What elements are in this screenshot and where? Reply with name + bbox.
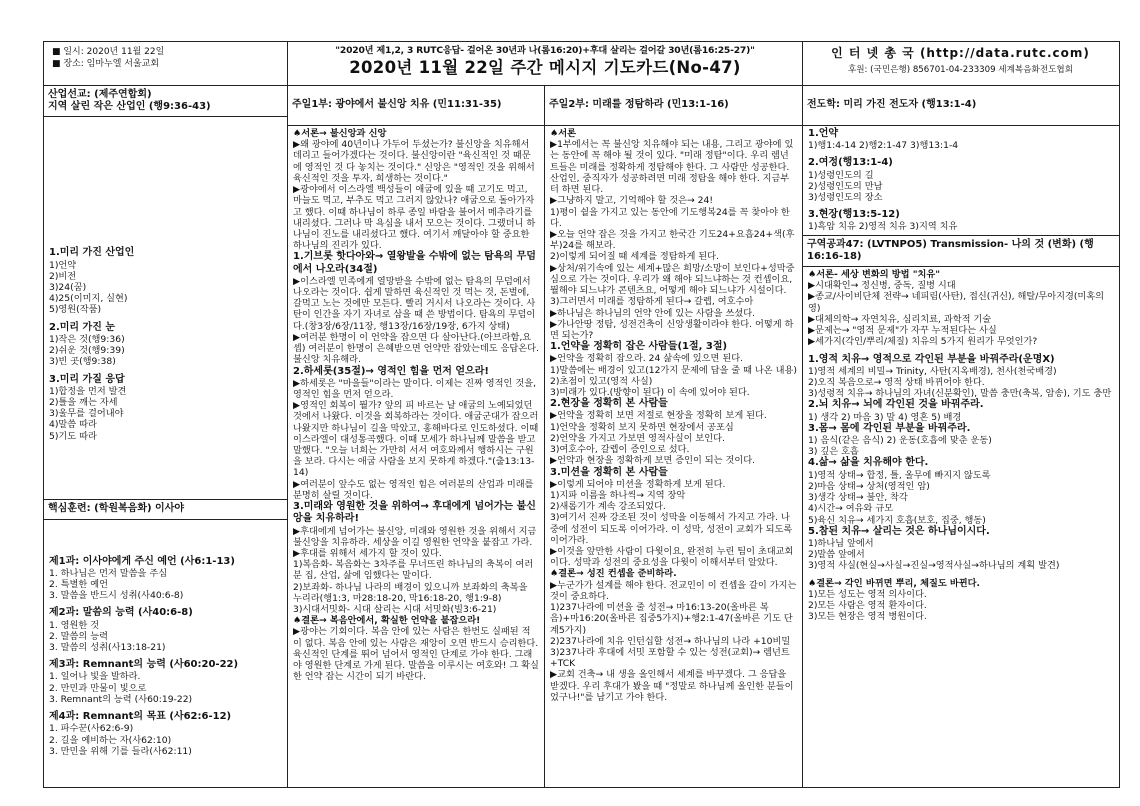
section-heading: 제1과: 이사야에게 주신 예언 (사6:1-13): [49, 555, 235, 567]
text-line: ▶왜 광야에 40년이나 가두어 두셨는가? 불신앙을 치유해서 데리고 들어가겠다는 것이다. 불신앙이란 "육신적인 것 때문에 영적인 것 다 놓치는 것이다." 신앙은 "영적인 것을 위해서 육신적인 것을 투자, 희생하는 것이다.": [293, 139, 535, 184]
text-line: ▶가나안땅 정탐, 성전건축이 신앙생활이라야 한다. 어떻게 하면 되는가?: [550, 318, 794, 341]
section-heading: 3.미래와 영원한 것을 위하여→ 후대에게 넘어가는 불신앙을 치유하라!: [293, 501, 536, 525]
column-header: 주일2부: 미래를 정탐하라 (민13:1-16): [545, 86, 802, 126]
text-line: 1)영적 상태→ 합정, 틀, 올무에 빠지지 않도록: [808, 469, 991, 481]
text-line: ♠결론→ 각인 바뀌면 뿌리, 체질도 바뀐다.: [808, 577, 981, 589]
text-line: 1)행1:4-14 2)행2:1-47 3)행13:1-4: [808, 140, 959, 152]
section-heading: 2.미리 가진 눈: [49, 321, 116, 333]
column-evangelism: [803, 86, 1119, 787]
text-line: 2)보좌화- 하나님 나라의 배경이 있으니까 보좌화의 축복을 누리라(행1:3, 마28:18-20, 막16:18-20, 행1:9-8): [293, 581, 528, 604]
text-line: 2)언약을 가지고 가보면 영적사실이 보인다.: [550, 432, 725, 444]
text-line: 1)복음화- 복음화는 3차주를 무너뜨린 하나님의 축복이 여러분 집, 산업, 삶에 임했다는 말이다.: [293, 559, 534, 582]
text-line: ♠결론→ 복음안에서, 확실한 언약을 붙잡으라!: [293, 615, 481, 627]
text-line: 4)시간→ 여유와 규모: [808, 503, 894, 515]
text-line: ▶시대확인→ 정신병, 중독, 질병 시대: [808, 280, 956, 292]
text-line: 1) 생각 2) 마음 3) 말 4) 영혼 5) 배경: [808, 411, 962, 423]
text-line: 2)틀을 깨는 자세: [49, 396, 118, 408]
text-line: 1)작은 것(행9:36): [49, 333, 125, 345]
section-heading: 4.삶→ 삶을 치유해야 한다.: [808, 457, 929, 469]
section-heading: 5.참된 치유→ 살리는 것은 하나님이시다.: [808, 525, 990, 537]
text-line: 1. 영원한 것: [49, 619, 100, 631]
text-line: 1)흑암 치유 2)영적 치유 3)지역 치유: [808, 221, 958, 233]
prayer-card: [43, 41, 1120, 788]
column-header: 전도학: 미리 가진 전도자 (행13:1-4): [803, 86, 1119, 126]
text-line: 2)새롭기가 계속 강조되었다.: [550, 501, 666, 513]
text-line: 2)오직 복음으로→ 영적 상태 바뀌어야 한다.: [808, 376, 985, 388]
website[interactable]: 인 터 넷 총 국 (http://data.rutc.com): [831, 46, 1090, 60]
text-line: ▶광야는 기회이다. 복음 안에 있는 사람은 한번도 실패된 적이 없다. 복음 안에 있는 사람은 재앙이 오면 반드시 승리한다. 육신적인 단계를 뛰어 넘어서 영적인 단계로 가야 한다. 그래야 영원한 단계로 가게 된다. 말씀을 이루시는 여호와! 그 확실한 언약 잡는 시간이 되기 바란다.: [293, 626, 539, 683]
text-line: ▶하세롯은 "마을들"이라는 말이다. 이제는 진짜 영적인 것을, 영적인 힘을 먼저 얻으라.: [293, 377, 537, 400]
text-line: 5)기도 따라: [49, 430, 97, 442]
text-line: 3)그러면서 미래를 정탐하게 된다→ 갈렙, 여호수아: [550, 296, 754, 308]
sub-body: [803, 267, 1119, 624]
text-line: 1. 하나님은 먼저 말씀을 주심: [49, 567, 168, 579]
text-line: ♠서론- 세상 변화의 방법 "치유": [808, 269, 941, 281]
text-line: 3)여호수아, 갈렙이 증인으로 섰다.: [550, 444, 690, 456]
text-line: 1)언약을 정확히 보지 못하면 현장에서 공포심: [550, 421, 734, 433]
section-heading: 2.하세롯(35절)→ 영적인 힘을 먼저 얻으라!: [293, 365, 489, 377]
sub-header: 구역공과47: (LVTNPO5) Transmission- 나의 것 (변화) (행16:16-18): [803, 235, 1119, 267]
section-heading: 제2과: 말씀의 능력 (사40:6-8): [49, 607, 193, 619]
text-line: ▶언약을 정확히 보면 저절로 현장을 정확히 보게 된다.: [550, 410, 767, 422]
text-line: 2)이렇게 되어질 때 세계를 정탐하게 된다.: [550, 251, 719, 263]
core-body: [44, 520, 287, 759]
page-title: 2020년 11월 22일 주간 메시지 기도카드(No-47): [349, 58, 741, 78]
text-line: ▶이것을 앞만한 사람이 다윗이요, 완전히 누린 팀이 초대교회이다. 성막과 성전의 중요성을 다윗이 이해서부터 알았다.: [550, 546, 794, 569]
text-line: ▶교회 건축→ 내 생을 올인해서 세계를 바꾸겠다. 그 응답을 받겠다. 우리 후대가 봤을 때 "정말로 하나님께 올인한 분들이었구나!"를 남기고 가야 한다.: [550, 669, 794, 703]
text-line: ▶1부에서는 꼭 불신앙 치유해야 되는 내용, 그리고 광야에 있는 동안에 꼭 해야 될 것이 있다. "미래 정탐"이다. 우리 렘넌트들은 미래를 정확하게 정탐해야 한다. 그 사람만 성공한다. 산업인, 중직자가 성공하려면 미래 정탐을 해야 한다. 지금부터 하면 된다.: [550, 139, 794, 196]
text-line: 1)하나님 앞에서: [808, 537, 874, 549]
title-block: [288, 42, 803, 85]
text-line: 2)모든 사람은 영적 환자이다.: [808, 600, 927, 611]
card-header: [44, 42, 1119, 86]
text-line: 2. 만민과 만물이 빛으로: [49, 682, 147, 694]
text-line: ▶여러분 한명이 이 언약을 잡으면 다 살아난다.(아브라함,요셉) 여러분이 한명이 은혜받으면 언약만 잡았는데도 응답온다. 불신앙 치유해라.: [293, 331, 539, 366]
place-line: ■ 장소: 임마누엘 서울교회: [52, 59, 160, 70]
text-line: ♠서론→ 불신앙과 신앙: [293, 128, 387, 139]
text-line: 3)시대서밋화- 시대 살리는 시대 서밋화(빌3:6-21): [293, 604, 497, 616]
text-line: ▶언약을 정확히 잡으라. 24 삶속에 있으면 된다.: [550, 353, 743, 365]
section-heading: 2.여정(행13:1-4): [808, 157, 893, 169]
section-heading: 3.몸→ 몸에 각인된 부분을 바꿔주라.: [808, 422, 971, 434]
text-line: 2)쉬운 것(행9:39): [49, 345, 125, 357]
column-header: [44, 86, 287, 117]
text-line: 3)24(꿈): [49, 282, 87, 293]
text-line: 2)마음 상태→ 상처(영적인 암): [808, 480, 930, 492]
column-body: [288, 126, 544, 685]
text-line: ▶광야에서 이스라엘 백성들이 애굽에 있을 때 고기도 먹고, 마늘도 먹고, 부추도 먹고 그러지 않았나? 애굽으로 돌아가자고 했다. 이때 하나님이 하루 종일 바람을 불어서 메추라기를 내리셨다. 그러나 막 욕심을 내서 모으는 것이다. 그랬더니 하나님이 진노를 내리셨다고 했다. 여기서 깨달아야 할 중요한 하나님의 진리가 있다.: [293, 184, 536, 252]
text-line: 3)빈 곳(행9:38): [49, 356, 116, 368]
text-line: ♠결론→ 성진 컨셉을 준비하라.: [550, 568, 677, 580]
section-heading: 1.언약을 정확히 잡은 사람들(1절, 3절): [550, 341, 728, 353]
text-line: ▶그냥하지 말고, 기억해야 할 것은→ 24!: [550, 195, 714, 207]
text-line: 2. 특별한 예언: [49, 578, 108, 590]
section-heading: 1.영적 치유→ 영적으로 각인된 부분을 바꿔주라(운명X): [808, 353, 1055, 365]
section-heading: 2.뇌 치유→ 뇌에 각인된 것을 바꿔주라.: [808, 399, 984, 411]
text-line: 5)육신 치유→ 세가지 호흡(보호, 집중, 행동): [808, 514, 986, 526]
text-line: 1)영적 세계의 비밀→ Trinity, 사탄(지옥배경), 천사(천국배경): [808, 365, 1057, 377]
column-sunday2: [545, 86, 803, 787]
section-heading: 1.미리 가진 산업인: [49, 247, 135, 259]
text-line: 1)평이 쉴을 가지고 있는 동안에 기도행복24를 꼭 찾아야 한다.: [550, 206, 790, 229]
text-line: 3. 말씀을 반드시 성취(사40:6-8): [49, 590, 184, 602]
column-body: [545, 126, 802, 705]
text-line: 1)성령인도의 길: [808, 169, 874, 181]
text-line: ▶언약과 현장을 정확하게 보면 증인이 되는 것이다.: [550, 455, 756, 467]
text-line: ▶영적인 회복이 뭘가? 앞의 피 바르는 날 애굽의 노예되었던 것에서 나왔다. 이것을 회복하라는 것이다. 애굽군대가 잡으러 나왔지만 하나님이 길을 막았고, 홍해바다로 인도하셨다. 이때 이스라엘이 대성통곡했다. 이때 모세가 하나님께 말씀을 받고 말했다. "오늘 너희는 가만히 서서 여호와께서 행하시는 구원을 보라. 다시는 애굽 사람을 보지 못하게 하겠다."(출13:13-14): [293, 400, 539, 479]
text-line: 3)울무를 걸어내야: [49, 408, 124, 420]
text-line: 2)말씀 앞에서: [808, 549, 865, 561]
text-line: ♠서론: [550, 128, 576, 139]
text-line: ▶하나님은 하나님의 언약 안에 있는 사람을 쓰셨다.: [550, 307, 756, 319]
text-line: 2)비전: [49, 270, 77, 282]
section-heading: 제4과: Remnant의 목표 (사62:6-12): [49, 711, 232, 723]
text-line: 3)성령적 치유→ 하나님의 자녀(신분확인), 말씀 충만(축복, 암송), 기도 충만: [808, 388, 1112, 400]
text-line: 1. 일어나 빛을 발하라.: [49, 671, 141, 683]
text-line: ▶세가지(각인/뿌리/체질) 치유의 5가지 원리가 무엇인가?: [808, 336, 1038, 348]
text-line: 1. 파수꾼(사62:6-9): [49, 723, 134, 735]
date-line: ■ 일시: 2020년 11월 22일: [52, 47, 165, 57]
core-header: 핵심훈련: (학원복음화) 이사야: [44, 499, 287, 519]
column-body: [803, 126, 1119, 235]
section-heading: 제3과: Remnant의 능력 (사60:20-22): [49, 659, 239, 671]
text-line: 1)언약: [49, 259, 77, 271]
text-line: 1)모든 성도는 영적 의사이다.: [808, 588, 927, 600]
text-line: ▶상처/위기속에 있는 세계+많은 희망/소망이 보인다+성막중심으로 가는 것이다. 우리가 왜 해야 되느냐하는 것 컨셉이요, 뭘해야 되느냐가 콘텐츠요, 어떻게 해야 되느냐가 시설이다.: [550, 262, 795, 297]
text-line: 3)미래가 있다.(방향이 된다) 이 속에 있어야 된다.: [550, 387, 750, 398]
text-line: ▶오늘 언약 잡은 것을 가지고 한국간 기도24+요흡24+색(후부)24를 해보라.: [550, 228, 795, 252]
text-line: ▶문제는→ "영적 문제"가 자꾸 누적된다는 사실: [808, 325, 997, 337]
text-line: ▶여러분이 앞수도 없는 영적인 힘은 여러분의 산업과 미래를 분명히 살릴 것이다.: [293, 478, 534, 501]
text-line: 1)말씀에는 배경이 있고(12가지 문제에 답을 줄 때 나온 내용): [550, 364, 797, 376]
text-line: ▶후대에게 넘어가는 불신앙, 미래와 영원한 것을 위해서 지금 불신앙을 치유하라. 세상을 이길 영원한 언약을 붙잡고 가라.: [293, 525, 537, 548]
date-place: [44, 42, 288, 85]
text-line: 3) 깊은 호흡: [808, 446, 859, 458]
column-sunday1: [288, 86, 545, 787]
text-line: 2)237나라에 치유 인턴십할 성전→ 하나님의 나라 +10비밀: [550, 635, 791, 647]
header-line: 산업선교: (제주연합회): [48, 89, 152, 100]
text-line: 1)지파 이름을 하나씩→ 지역 장악: [550, 489, 686, 501]
column-body: [44, 117, 287, 499]
section-heading: 3.미션을 정확히 본 사람들: [550, 466, 668, 478]
section-heading: 3.미리 가질 응답: [49, 373, 125, 385]
text-line: 5)영원(작품): [49, 304, 102, 316]
text-line: 1)237나라에 미션을 줄 성전→ 마16:13-20(올바른 복음)+마16:20(올바른 집중5가지)+행2:1-47(올바른 기도 단계5가지): [550, 602, 793, 636]
text-line: 3)영적 사실(현실→사실→진실→영적사실→하나님의 계획 발견): [808, 560, 1060, 572]
text-line: 3. Remnant의 능력 (사60:19-22): [49, 693, 193, 705]
header-line: 지역 살린 작은 산업인 (행9:36-43): [48, 101, 211, 113]
text-line: 4)25(이미지, 실현): [49, 293, 128, 305]
section-heading: 2.현장을 정확히 본 사람들: [550, 398, 668, 410]
column-header: 주일1부: 광야에서 불신앙 치유 (민11:31-35): [288, 86, 544, 126]
text-line: ▶종교/사이비단체 전략→ 네피림(사탄), 접신(귀신), 해탈/무아지경(미혹의 영): [808, 291, 1105, 314]
text-line: 3)모든 현장은 영적 병원이다.: [808, 611, 927, 623]
text-line: ▶누군가가 설계를 해야 한다. 전교인이 이 컨셉을 갈이 가지는 것이 중요하다.: [550, 579, 797, 602]
text-line: ▶후대를 위해서 세가지 할 것이 있다.: [293, 547, 442, 559]
text-line: 2. 길을 예비하는 자(사62:10): [49, 734, 172, 746]
text-line: 2)초점이 있고(영적 사실): [550, 375, 653, 387]
account-info: 후원: (국민은행) 856701-04-233309 세계복음화전도협회: [847, 64, 1074, 75]
text-line: 3)생각 상태→ 불안, 착각: [808, 492, 908, 504]
text-line: 3. 만민을 위해 기를 들라(사62:11): [49, 745, 192, 757]
text-line: ▶이렇게 되어야 미션을 정확하게 보게 된다.: [550, 478, 726, 490]
section-heading: 3.현장(행13:5-12): [808, 209, 900, 221]
section-heading: 1.언약: [808, 128, 839, 139]
text-line: 1)합정을 먼저 발견: [49, 385, 127, 397]
text-line: ▶이스라엘 민족에게 열망받을 수밖에 없는 탐욕의 무덤에서 나오라는 것이다. 쉽게 말하면 육신적인 것 먹는 것, 돈벌에, 갈먹고 노는 것에만 모든다. 빨리 거시서 나오라는 것이다. 사탄이 인간을 자기 자녀로 삼을 때 쓴 방법이다. 탐욕의 무덤이다.(창3장/6장/11장, 행13장/16장/19장, 6가지 상태): [293, 275, 536, 332]
text-line: 3)237나라 후대에 서밋 포함할 수 있는 성전(교회)→ 렘넌트+TCK: [550, 646, 790, 670]
text-line: 2)성령인도의 만남: [808, 180, 883, 192]
text-line: ▶대체의학→ 자연치유, 심리치료, 과학적 기술: [808, 313, 992, 325]
text-line: 3)성령인도의 장소: [808, 192, 883, 204]
text-line: 2. 말씀의 능력: [49, 630, 108, 642]
text-line: 1) 음식(같은 음식) 2) 운동(호흡에 맞춘 운동): [808, 435, 992, 446]
text-line: 3. 말씀의 성취(사13:18-21): [49, 642, 166, 654]
text-line: 3)여기서 진짜 강조된 것이 성막을 이동해서 가지고 가라. 나중에 성전이 되도록 이어가라. 이 성막, 성전이 교회가 되도록 이어가라.: [550, 512, 793, 546]
section-heading: 1.기브롯 핫다아와→ 열왕발을 수밖에 없는 탐욕의 무덤에서 나오라(34절): [293, 251, 536, 275]
text-line: 4)말씀 따라: [49, 419, 97, 431]
tagline: "2020년 제1,2, 3 RUTC응답- 걸어온 30년과 나(롬16:20)+후대 살리는 걸어갈 30년(롬16:25-27)": [335, 45, 755, 56]
column-industry: [44, 86, 288, 787]
site-block: [803, 42, 1118, 85]
